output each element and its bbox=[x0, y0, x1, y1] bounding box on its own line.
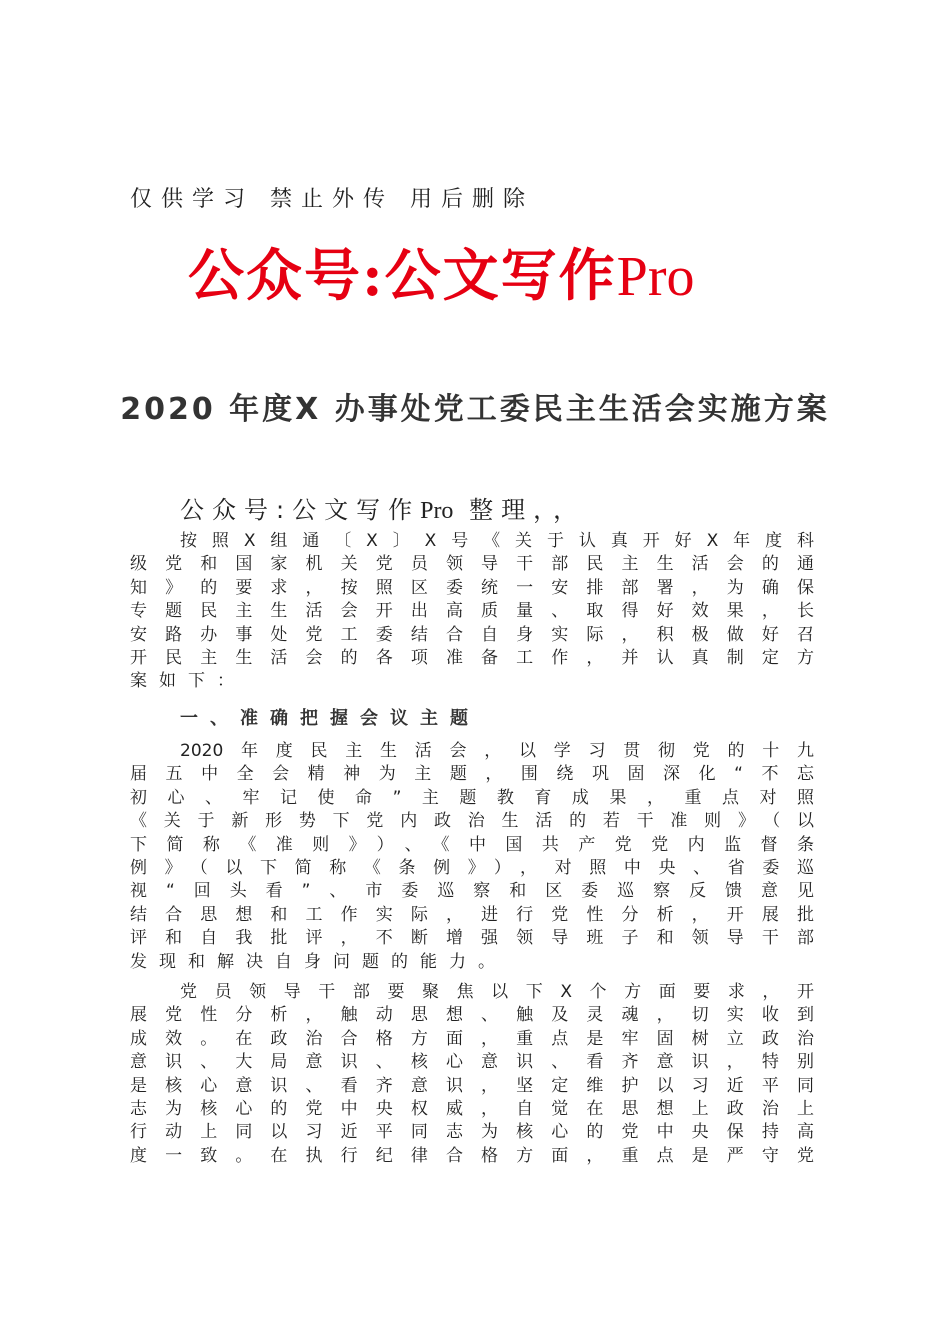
paragraph-line: 评和自我批评，不断增强领导班子和领导干部 bbox=[130, 928, 814, 949]
paragraph-line: 届五中全会精神为主题，围绕巩固深化“不忘 bbox=[130, 764, 814, 785]
paragraph-line: 例》（以下简称《条例》），对照中央、省委巡 bbox=[130, 857, 814, 878]
paragraph-line: 展党性分析，触动思想、触及灵魂，切实收到 bbox=[130, 1005, 814, 1026]
paragraph-line: 级党和国家机关党员领导干部民主生活会的通 bbox=[130, 554, 814, 575]
paragraph-intro bbox=[130, 530, 814, 694]
organizer-pro: Pro bbox=[420, 498, 454, 524]
paragraph-line: 成效。在政治合格方面，重点是牢固树立政治 bbox=[130, 1028, 814, 1049]
paragraph-line: 按照X组通〔X〕X号《关于认真开好X年度科 bbox=[180, 531, 814, 551]
paragraph-line: 行动上同以习近平同志为核心的党中央保持高 bbox=[130, 1122, 814, 1143]
paragraph-theme bbox=[130, 740, 814, 974]
brand-pro: Pro bbox=[616, 246, 695, 308]
paragraph-line: 案如下： bbox=[130, 671, 246, 692]
paragraph-line: 专题民主生活会开出高质量、取得好效果，长 bbox=[130, 601, 814, 622]
brand-name: 公众号:公文写作 bbox=[188, 243, 617, 309]
paragraph-line: 知》的要求，按照区委统一安排部署，为确保 bbox=[130, 577, 814, 598]
paragraph-line: 发现和解决自身问题的能力。 bbox=[130, 951, 507, 972]
brand-watermark bbox=[188, 232, 694, 312]
paragraph-line: 是核心意识、看齐意识，坚定维护以习近平同 bbox=[130, 1075, 814, 1096]
paragraph-line: 安路办事处党工委结合自身实际，积极做好召 bbox=[130, 624, 814, 645]
paragraph-line: 志为核心的党中央权威，自觉在思想上政治上 bbox=[130, 1098, 814, 1119]
paragraph-requirements bbox=[130, 981, 814, 1168]
paragraph-line: 2020年度民主生活会，以学习贯彻党的十九 bbox=[180, 741, 814, 761]
paragraph-line: 下简称《准则》）、《中国共产党党内监督条 bbox=[130, 834, 814, 855]
paragraph-line: 开民主生活会的各项准备工作，并认真制定方 bbox=[130, 647, 814, 668]
paragraph-line: 《关于新形势下党内政治生活的若干准则》（以 bbox=[130, 811, 814, 832]
usage-notice: 仅供学习 禁止外传 用后删除 bbox=[130, 187, 534, 212]
organizer-suffix: 整理，， bbox=[453, 496, 586, 524]
document-title: 2020 年度X 办事处党工委民主生活会实施方案 bbox=[120, 392, 830, 427]
paragraph-line: 初心、牢记使命”主题教育成果，重点对照 bbox=[130, 787, 814, 808]
paragraph-line: 度一致。在执行纪律合格方面，重点是严守党 bbox=[130, 1145, 814, 1166]
paragraph-line: 视“回头看”、市委巡察和区委巡察反馈意见 bbox=[130, 881, 814, 902]
organizer-prefix: 公众号:公文写作 bbox=[180, 496, 421, 524]
organizer-line bbox=[180, 490, 585, 525]
paragraph-line: 结合思想和工作实际，进行党性分析，开展批 bbox=[130, 904, 814, 925]
paragraph-line: 党员领导干部要聚焦以下X个方面要求，开 bbox=[180, 982, 814, 1002]
paragraph-line: 意识、大局意识、核心意识、看齐意识，特别 bbox=[130, 1052, 814, 1073]
section-heading: 一、准确把握会议主题 bbox=[180, 708, 480, 729]
